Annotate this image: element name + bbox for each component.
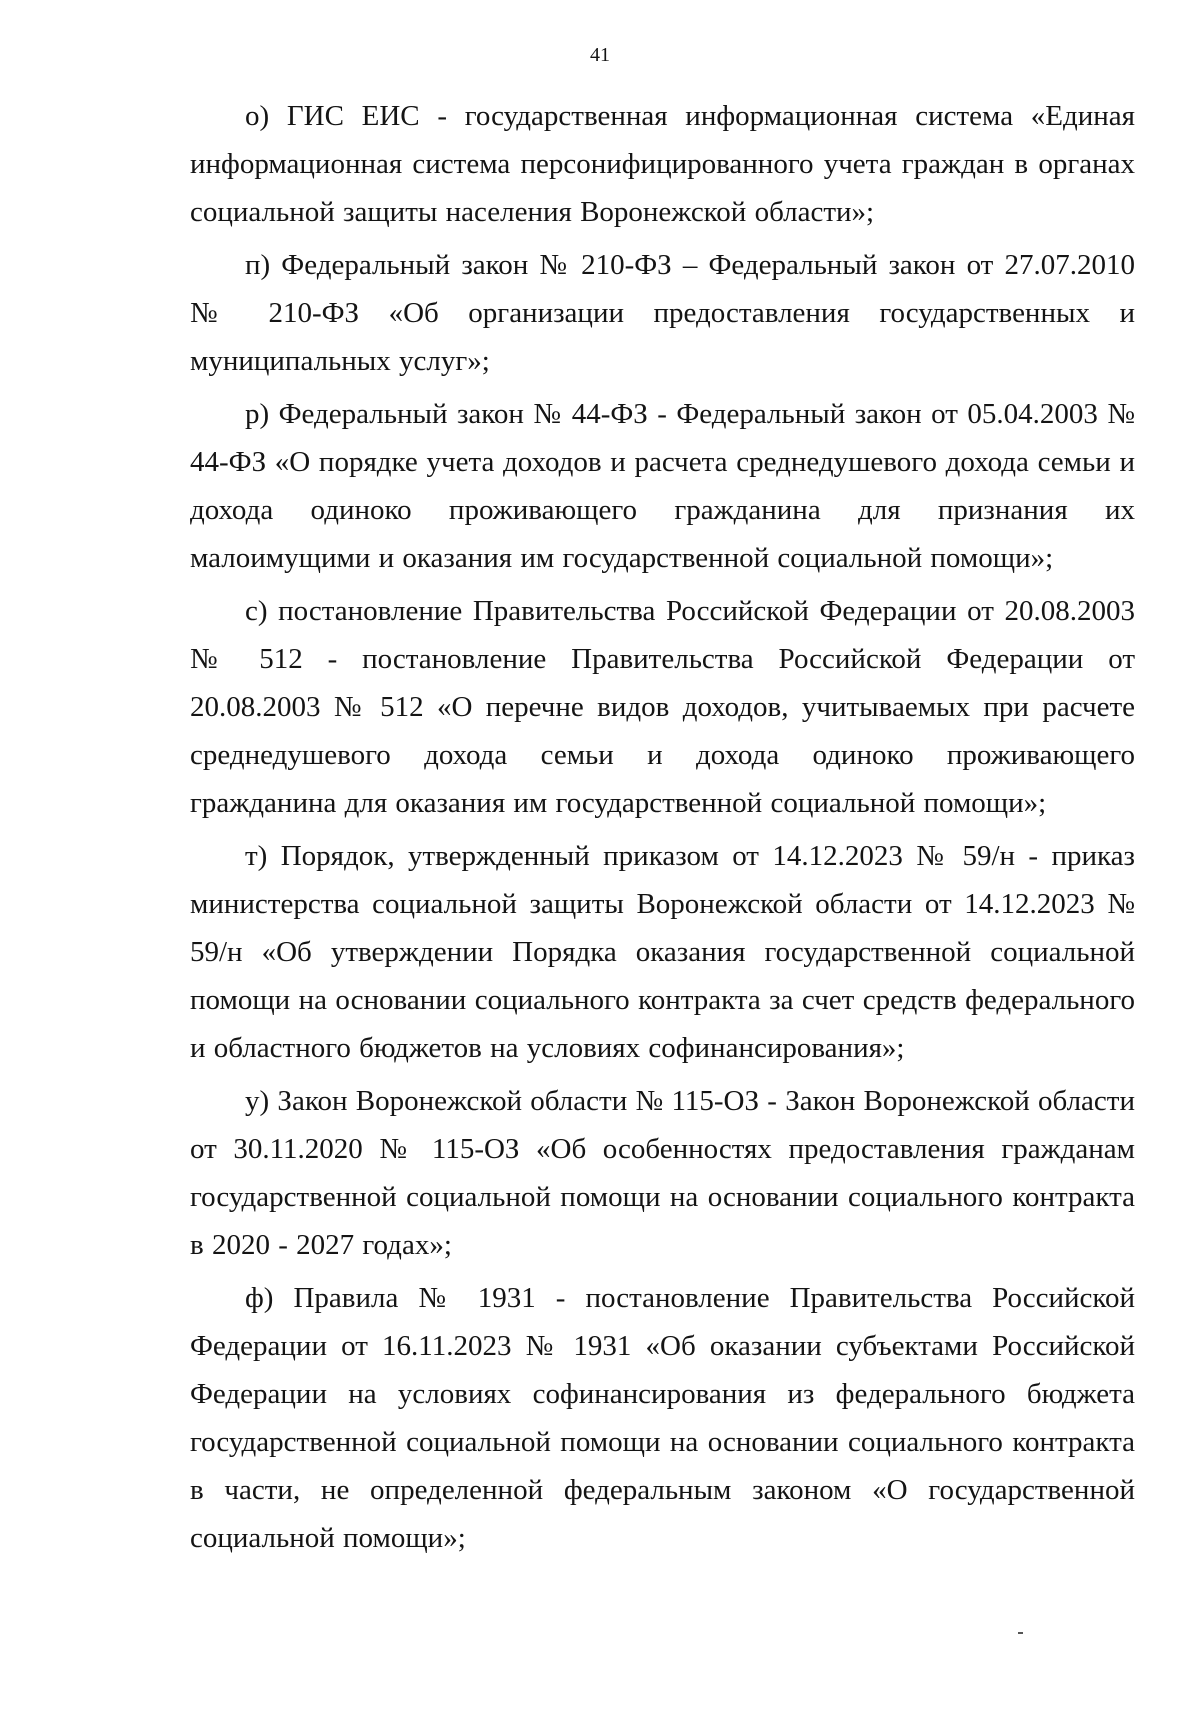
paragraph-f: ф) Правила № 1931 - постановление Правительства Российской Федерации от 16.11.2023 № 1931 «Об оказании субъектами Российской Федерации на условиях софинансирования из федерального бюджета государственной социальной помощи на основании социального контракта в части, не определенной федеральным законом «О государственной социальной помощи»;	[190, 1282, 1135, 1554]
document-body	[190, 92, 1135, 1567]
paragraph-t: т) Порядок, утвержденный приказом от 14.12.2023 № 59/н - приказ министерства социальной защиты Воронежской области от 14.12.2023 № 59/н «Об утверждении Порядка оказания государственной социальной помощи на основании социального контракта за счет средств федерального и областного бюджетов на условиях софинансирования»;	[190, 840, 1135, 1064]
page-number: 41	[590, 44, 610, 66]
scan-speck	[1018, 1632, 1023, 1634]
paragraph-o: о) ГИС ЕИС - государственная информационная система «Единая информационная система персонифицированного учета граждан в органах социальной защиты населения Воронежской области»;	[190, 100, 1135, 228]
paragraph-u: у) Закон Воронежской области № 115-ОЗ - Закон Воронежской области от 30.11.2020 № 115-ОЗ «Об особенностях предоставления гражданам государственной социальной помощи на основании социального контракта в 2020 - 2027 годах»;	[190, 1085, 1135, 1261]
paragraph-p: п) Федеральный закон № 210-ФЗ – Федеральный закон от 27.07.2010 № 210-ФЗ «Об организации предоставления государственных и муниципальных услуг»;	[190, 249, 1135, 377]
paragraph-s: с) постановление Правительства Российской Федерации от 20.08.2003 № 512 - постановление Правительства Российской Федерации от 20.08.2003 № 512 «О перечне видов доходов, учитываемых при расчете среднедушевого дохода семьи и дохода одиноко проживающего гражданина для оказания им государственной социальной помощи»;	[190, 595, 1135, 819]
paragraph-r: р) Федеральный закон № 44-ФЗ - Федеральный закон от 05.04.2003 № 44-ФЗ «О порядке учета доходов и расчета среднедушевого дохода семьи и дохода одиноко проживающего гражданина для признания их малоимущими и оказания им государственной социальной помощи»;	[190, 398, 1135, 574]
